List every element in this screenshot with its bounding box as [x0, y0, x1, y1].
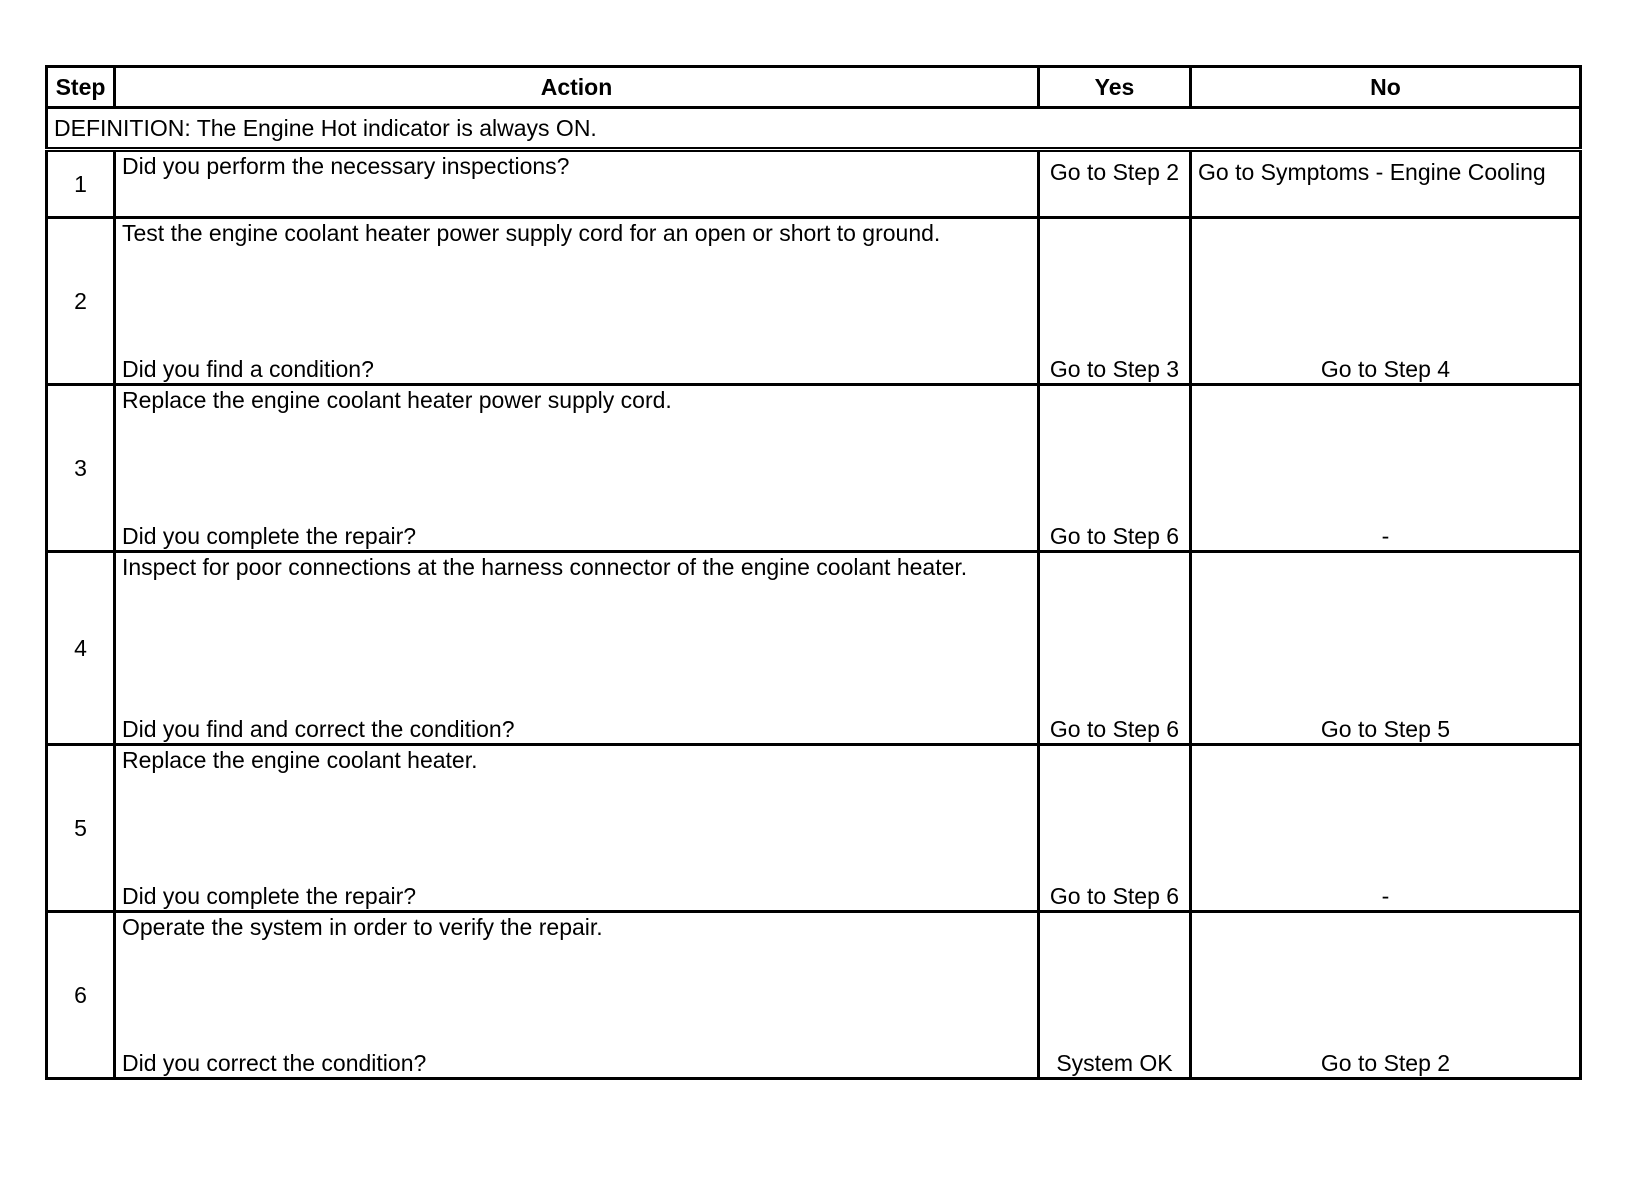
step-number: 3	[47, 385, 115, 552]
header-no: No	[1191, 67, 1581, 108]
yes-result: Go to Step 6	[1039, 552, 1191, 745]
action-question: Did you complete the repair?	[122, 883, 417, 909]
action-wrap	[122, 913, 1031, 1077]
no-result: -	[1191, 745, 1581, 912]
table-row	[47, 218, 1581, 385]
yes-result: Go to Step 3	[1039, 218, 1191, 385]
no-result: Go to Step 2	[1191, 912, 1581, 1079]
no-result: Go to Step 4	[1191, 218, 1581, 385]
action-instruction: Operate the system in order to verify the repair.	[122, 914, 603, 940]
header-yes: Yes	[1039, 67, 1191, 108]
no-result: Go to Symptoms - Engine Cooling	[1191, 150, 1581, 218]
action-instruction: Replace the engine coolant heater power supply cord.	[122, 387, 672, 413]
yes-result: Go to Step 6	[1039, 745, 1191, 912]
header-action: Action	[115, 67, 1039, 108]
table-row	[47, 745, 1581, 912]
diagnostic-table	[45, 65, 1582, 1080]
action-question: Did you find and correct the condition?	[122, 716, 515, 742]
step-number: 5	[47, 745, 115, 912]
yes-result: System OK	[1039, 912, 1191, 1079]
action-instruction: Test the engine coolant heater power supply cord for an open or short to ground.	[122, 220, 941, 246]
action-cell	[115, 552, 1039, 745]
action-cell	[115, 912, 1039, 1079]
definition-row	[47, 108, 1581, 150]
table-row	[47, 385, 1581, 552]
action-wrap	[122, 386, 1031, 550]
no-result: Go to Step 5	[1191, 552, 1581, 745]
action-question: Did you complete the repair?	[122, 523, 417, 549]
step-number: 4	[47, 552, 115, 745]
action-question: Did you find a condition?	[122, 356, 374, 382]
yes-result: Go to Step 6	[1039, 385, 1191, 552]
action-wrap	[122, 746, 1031, 910]
table-row	[47, 150, 1581, 218]
step-number: 6	[47, 912, 115, 1079]
action-cell	[115, 745, 1039, 912]
yes-result: Go to Step 2	[1039, 150, 1191, 218]
action-cell	[115, 385, 1039, 552]
no-result: -	[1191, 385, 1581, 552]
table-row	[47, 912, 1581, 1079]
action-question: Did you perform the necessary inspections?	[115, 150, 1039, 218]
action-question: Did you correct the condition?	[122, 1050, 427, 1076]
step-number: 1	[47, 150, 115, 218]
header-step: Step	[47, 67, 115, 108]
action-wrap	[122, 553, 1031, 743]
action-cell	[115, 218, 1039, 385]
step-number: 2	[47, 218, 115, 385]
action-instruction: Inspect for poor connections at the harness connector of the engine coolant heater.	[122, 554, 968, 580]
header-row	[47, 67, 1581, 108]
action-instruction: Replace the engine coolant heater.	[122, 747, 478, 773]
table-row	[47, 552, 1581, 745]
action-wrap	[122, 219, 1031, 383]
definition-text: DEFINITION: The Engine Hot indicator is always ON.	[47, 108, 1581, 150]
